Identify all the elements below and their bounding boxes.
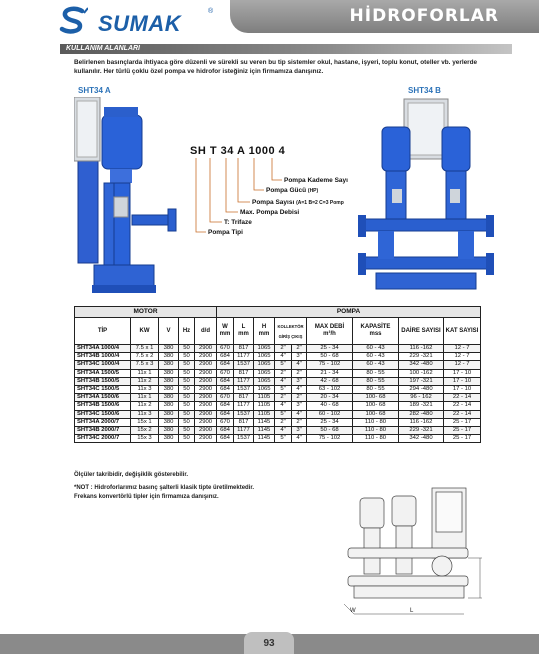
cell-kw: 7.5 x 1	[131, 345, 159, 353]
cell-giris: 4"	[275, 402, 292, 410]
cell-kat: 22 - 14	[444, 402, 481, 410]
page-title: HİDROFORLAR	[349, 6, 499, 26]
cell-maxdebi: 75 - 102	[307, 361, 353, 369]
cell-daire: 342 -480	[399, 361, 444, 369]
cell-daire: 229 -321	[399, 353, 444, 361]
cell-w: 684	[217, 386, 234, 394]
cell-maxdebi: 63 - 102	[307, 386, 353, 394]
cell-kw: 11x 2	[131, 377, 159, 385]
cell-kat: 25 - 17	[444, 418, 481, 426]
cell-kat: 17 - 10	[444, 386, 481, 394]
cell-daire: 116 -162	[399, 418, 444, 426]
cell-dd: 2900	[195, 394, 217, 402]
cell-giris: 2"	[275, 345, 292, 353]
page-number: 93	[263, 638, 275, 649]
cell-l: 817	[234, 345, 254, 353]
cell-cikis: 3"	[292, 427, 307, 435]
cell-giris: 5"	[275, 410, 292, 418]
label-trifaze: T: Trifaze	[224, 219, 252, 226]
pump-image-a	[74, 97, 186, 295]
cell-l: 1537	[234, 361, 254, 369]
cell-v: 380	[159, 427, 179, 435]
cell-cikis: 2"	[292, 369, 307, 377]
cell-hz: 50	[179, 361, 195, 369]
cell-giris: 4"	[275, 377, 292, 385]
cell-giris: 5"	[275, 361, 292, 369]
cell-kapasite: 60 - 43	[353, 361, 399, 369]
table-row	[75, 410, 481, 418]
cell-daire: 100 -162	[399, 369, 444, 377]
cell-maxdebi: 21 - 34	[307, 369, 353, 377]
cell-cikis: 3"	[292, 377, 307, 385]
brand-logo	[58, 6, 238, 36]
cell-h: 1065	[254, 353, 275, 361]
cell-cikis: 2"	[292, 394, 307, 402]
cell-l: 1537	[234, 386, 254, 394]
cell-giris: 4"	[275, 427, 292, 435]
cell-cikis: 4"	[292, 410, 307, 418]
cell-v: 380	[159, 369, 179, 377]
cell-hz: 50	[179, 353, 195, 361]
cell-cikis: 4"	[292, 435, 307, 443]
table-row	[75, 427, 481, 435]
dim-w-label: W	[350, 608, 356, 614]
cell-v: 380	[159, 402, 179, 410]
col-dd: d/d	[195, 318, 217, 345]
cell-w: 684	[217, 427, 234, 435]
table-row	[75, 418, 481, 426]
cell-v: 380	[159, 345, 179, 353]
cell-w: 684	[217, 410, 234, 418]
registered-mark: ®	[208, 8, 214, 15]
cell-dd: 2900	[195, 402, 217, 410]
cell-l: 817	[234, 369, 254, 377]
cell-h: 1105	[254, 410, 275, 418]
cell-w: 684	[217, 402, 234, 410]
table-row	[75, 345, 481, 353]
cell-kw: 11x 1	[131, 369, 159, 377]
cell-v: 380	[159, 435, 179, 443]
cell-daire: 229 -321	[399, 427, 444, 435]
cell-w: 670	[217, 418, 234, 426]
cell-maxdebi: 25 - 34	[307, 345, 353, 353]
group-motor: MOTOR	[75, 307, 217, 318]
cell-daire: 189 -321	[399, 402, 444, 410]
cell-kat: 25 - 17	[444, 427, 481, 435]
dim-l-label: L	[410, 608, 414, 614]
cell-kw: 7.5 x 2	[131, 353, 159, 361]
cell-l: 1537	[234, 410, 254, 418]
cell-kw: 15x 2	[131, 427, 159, 435]
table-row	[75, 402, 481, 410]
cell-w: 684	[217, 361, 234, 369]
header-bar	[230, 0, 539, 33]
cell-dd: 2900	[195, 369, 217, 377]
cell-kw: 15x 1	[131, 418, 159, 426]
cell-dd: 2900	[195, 361, 217, 369]
cell-kw: 11x 3	[131, 410, 159, 418]
cell-tip: SHT34C 2000/7	[75, 435, 131, 443]
cell-l: 1177	[234, 377, 254, 385]
unit-brand-text: SUMAK	[418, 240, 448, 249]
table-row	[75, 361, 481, 369]
cell-v: 380	[159, 377, 179, 385]
cell-daire: 342 -480	[399, 435, 444, 443]
cell-kat: 12 - 7	[444, 361, 481, 369]
col-kapasite: KAPASİTE mss	[353, 318, 399, 345]
cell-kw: 11x 3	[131, 386, 159, 394]
cell-dd: 2900	[195, 345, 217, 353]
cell-v: 380	[159, 386, 179, 394]
cell-kapasite: 100- 68	[353, 394, 399, 402]
cell-tip: SHT34B 1000/4	[75, 353, 131, 361]
cell-tip: SHT34C 1500/5	[75, 386, 131, 394]
cell-l: 817	[234, 418, 254, 426]
cell-l: 1177	[234, 427, 254, 435]
cell-h: 1065	[254, 377, 275, 385]
col-maxdebi: MAX DEBİ m³/h	[307, 318, 353, 345]
cell-w: 670	[217, 345, 234, 353]
cell-daire: 294 -480	[399, 386, 444, 394]
cell-v: 380	[159, 418, 179, 426]
cell-l: 1537	[234, 435, 254, 443]
spec-table	[74, 306, 481, 443]
cell-kw: 7.5 x 3	[131, 361, 159, 369]
cell-maxdebi: 42 - 68	[307, 377, 353, 385]
cell-h: 1145	[254, 418, 275, 426]
cell-giris: 4"	[275, 353, 292, 361]
table-row	[75, 435, 481, 443]
cell-daire: 197 -321	[399, 377, 444, 385]
cell-l: 1177	[234, 353, 254, 361]
cell-dd: 2900	[195, 353, 217, 361]
cell-tip: SHT34C 1500/6	[75, 410, 131, 418]
cell-kapasite: 110 - 80	[353, 418, 399, 426]
cell-maxdebi: 50 - 68	[307, 353, 353, 361]
cell-daire: 116 -162	[399, 345, 444, 353]
label-sayisi: Pompa Sayısı (A=1 B=2 C=3 Pomp	[252, 199, 344, 206]
cell-giris: 2"	[275, 418, 292, 426]
model-code: SH T 34 A 1000 4	[190, 145, 286, 157]
cell-tip: SHT34A 1500/6	[75, 394, 131, 402]
cell-cikis: 4"	[292, 361, 307, 369]
group-pompa: POMPA	[217, 307, 481, 318]
cell-maxdebi: 75 - 102	[307, 435, 353, 443]
label-gucu: Pompa Gücü (HP)	[266, 187, 319, 194]
cell-h: 1065	[254, 369, 275, 377]
cell-kapasite: 100- 68	[353, 410, 399, 418]
sumak-s-icon	[58, 6, 88, 36]
cell-kat: 17 - 10	[444, 377, 481, 385]
product-label-a: SHT34 A	[78, 86, 111, 95]
table-row	[75, 369, 481, 377]
cell-dd: 2900	[195, 435, 217, 443]
cell-hz: 50	[179, 377, 195, 385]
cell-kat: 12 - 7	[444, 345, 481, 353]
col-kat: KAT SAYISI	[444, 318, 481, 345]
pump-image-b	[356, 97, 496, 295]
cell-kat: 25 - 17	[444, 435, 481, 443]
note-line-2: *NOT : Hidroforlarımız basınç şalterli klasik tipte üretilmektedir.	[74, 485, 255, 491]
cell-w: 684	[217, 435, 234, 443]
cell-giris: 5"	[275, 435, 292, 443]
cell-giris: 2"	[275, 369, 292, 377]
cell-kat: 22 - 14	[444, 394, 481, 402]
cell-dd: 2900	[195, 427, 217, 435]
cell-tip: SHT34A 1000/4	[75, 345, 131, 353]
cell-kat: 17 - 10	[444, 369, 481, 377]
technical-drawing	[340, 484, 490, 618]
cell-h: 1065	[254, 386, 275, 394]
cell-hz: 50	[179, 345, 195, 353]
cell-tip: SHT34A 1500/5	[75, 369, 131, 377]
note-block	[74, 484, 374, 502]
table-row	[75, 353, 481, 361]
cell-dd: 2900	[195, 410, 217, 418]
cell-kapasite: 100- 68	[353, 402, 399, 410]
col-l: L mm	[234, 318, 254, 345]
cell-hz: 50	[179, 369, 195, 377]
label-debi: Max. Pompa Debisi	[240, 209, 300, 216]
cell-kat: 22 - 14	[444, 410, 481, 418]
cell-w: 684	[217, 377, 234, 385]
cell-cikis: 4"	[292, 386, 307, 394]
cell-v: 380	[159, 410, 179, 418]
cell-l: 817	[234, 394, 254, 402]
cell-dd: 2900	[195, 386, 217, 394]
cell-kapasite: 80 - 55	[353, 369, 399, 377]
col-kw: KW	[131, 318, 159, 345]
cell-kat: 12 - 7	[444, 353, 481, 361]
cell-hz: 50	[179, 402, 195, 410]
cell-kapasite: 60 - 43	[353, 353, 399, 361]
cell-l: 1177	[234, 402, 254, 410]
spec-table-body	[75, 345, 481, 443]
cell-daire: 282 -480	[399, 410, 444, 418]
cell-tip: SHT34B 1500/6	[75, 402, 131, 410]
cell-maxdebi: 20 - 34	[307, 394, 353, 402]
cell-h: 1065	[254, 345, 275, 353]
cell-w: 684	[217, 353, 234, 361]
cell-dd: 2900	[195, 377, 217, 385]
col-kollektor: KOLLEKTÖR GİRİŞ ÇIKIŞ	[275, 318, 307, 345]
cell-cikis: 3"	[292, 353, 307, 361]
cell-h: 1105	[254, 394, 275, 402]
cell-tip: SHT34C 1000/4	[75, 361, 131, 369]
col-tip: TİP	[75, 318, 131, 345]
col-daire: DAİRE SAYISI	[399, 318, 444, 345]
cell-tip: SHT34B 2000/7	[75, 427, 131, 435]
cell-dd: 2900	[195, 418, 217, 426]
col-hz: Hz	[179, 318, 195, 345]
intro-text: Belirlenen basınçlarda ihtiyaca göre düzenli ve sürekli su veren bu tip sistemler okul, hastane, işyeri, toplu konut, oteller vb. yerlerde kullanılır. Her türlü çoklu özel pompa ve hidrofor isteğiniz için firmamıza danışınız.	[74, 59, 478, 75]
cell-kw: 15x 3	[131, 435, 159, 443]
cell-giris: 2"	[275, 394, 292, 402]
cell-giris: 5"	[275, 386, 292, 394]
cell-kapasite: 60 - 43	[353, 345, 399, 353]
cell-h: 1065	[254, 361, 275, 369]
cell-h: 1105	[254, 402, 275, 410]
spec-table-wrap	[74, 306, 480, 443]
cell-cikis: 2"	[292, 345, 307, 353]
cell-kw: 11x 2	[131, 402, 159, 410]
cell-maxdebi: 50 - 68	[307, 427, 353, 435]
cell-maxdebi: 25 - 34	[307, 418, 353, 426]
cell-cikis: 3"	[292, 402, 307, 410]
cell-kapasite: 110 - 80	[353, 435, 399, 443]
note-dimensions: Ölçüler takribidir, değişiklik gösterebilir.	[74, 472, 189, 478]
table-row	[75, 394, 481, 402]
cell-tip: SHT34B 1500/5	[75, 377, 131, 385]
cell-hz: 50	[179, 435, 195, 443]
cell-maxdebi: 60 - 102	[307, 410, 353, 418]
cell-hz: 50	[179, 410, 195, 418]
cell-kapasite: 80 - 55	[353, 377, 399, 385]
col-v: V	[159, 318, 179, 345]
cell-h: 1145	[254, 435, 275, 443]
cell-v: 380	[159, 394, 179, 402]
cell-hz: 50	[179, 394, 195, 402]
cell-kw: 11x 1	[131, 394, 159, 402]
table-row	[75, 377, 481, 385]
cell-h: 1145	[254, 427, 275, 435]
cell-hz: 50	[179, 427, 195, 435]
cell-cikis: 2"	[292, 418, 307, 426]
section-title: KULLANIM ALANLARI	[66, 45, 141, 52]
note-line-3: Frekans konvertörlü tipler için firmamıza danışınız.	[74, 494, 219, 500]
col-w: W mm	[217, 318, 234, 345]
cell-hz: 50	[179, 386, 195, 394]
product-label-b: SHT34 B	[408, 86, 441, 95]
cell-v: 380	[159, 361, 179, 369]
cell-kapasite: 80 - 55	[353, 386, 399, 394]
cell-daire: 96 - 162	[399, 394, 444, 402]
cell-v: 380	[159, 353, 179, 361]
col-h: H mm	[254, 318, 275, 345]
cell-kapasite: 110 - 80	[353, 427, 399, 435]
cell-hz: 50	[179, 418, 195, 426]
table-row	[75, 386, 481, 394]
cell-w: 670	[217, 394, 234, 402]
cell-w: 670	[217, 369, 234, 377]
cell-maxdebi: 40 - 68	[307, 402, 353, 410]
brand-name: SUMAK	[98, 11, 182, 36]
label-tipi: Pompa Tipi	[208, 229, 243, 236]
label-kademe: Pompa Kademe Sayı	[284, 177, 348, 184]
cell-tip: SHT34A 2000/7	[75, 418, 131, 426]
